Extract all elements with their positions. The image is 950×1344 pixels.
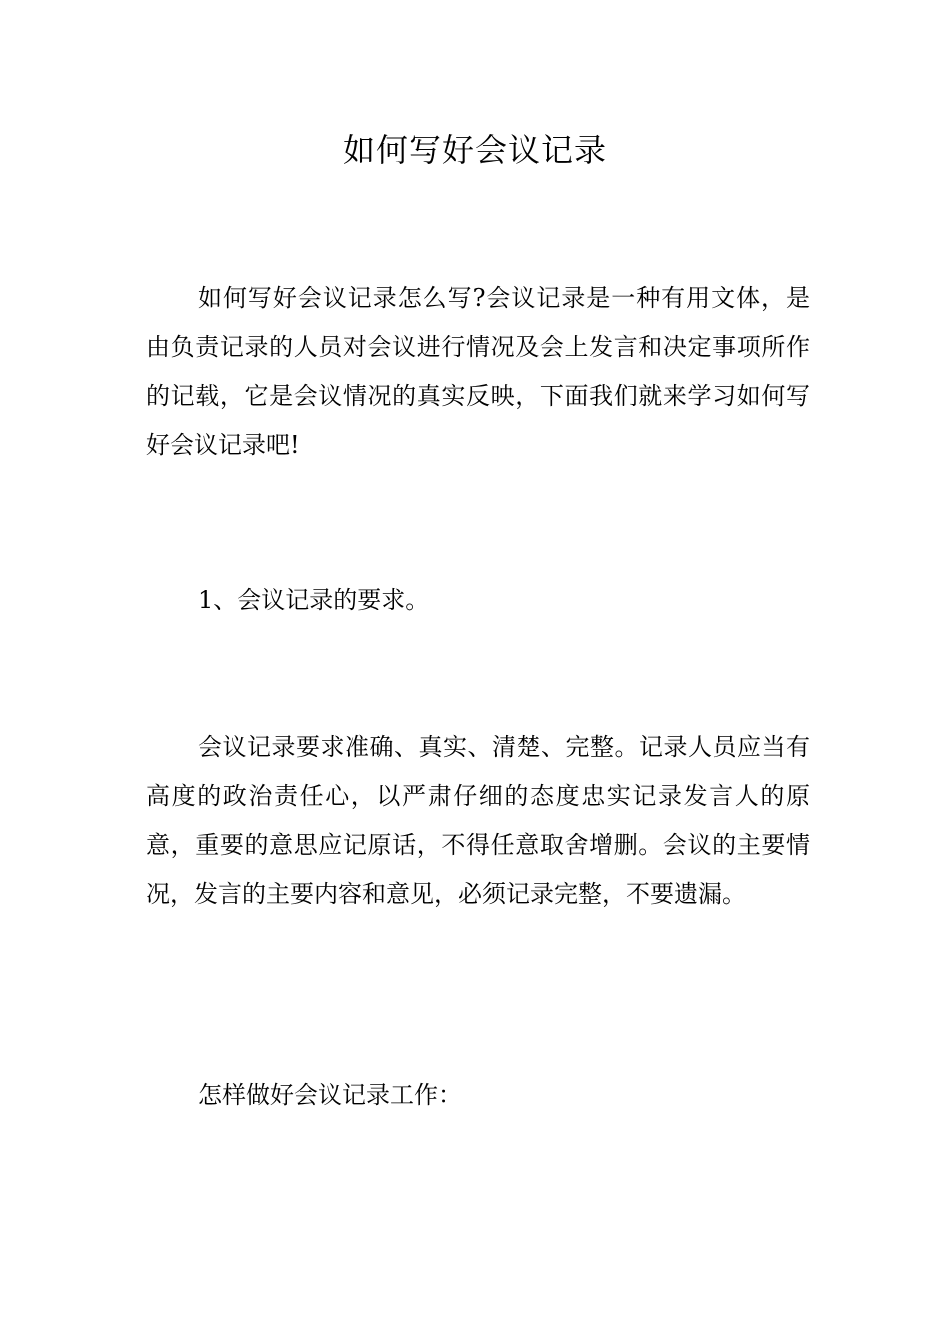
requirements-paragraph: 会议记录要求准确、真实、清楚、完整。记录人员应当有高度的政治责任心，以严肃仔细的态度忠实记录发言人的原意，重要的意思应记原话，不得任意取舍增删。会议的主要情况，发言的主要内容和意见，必须记录完整，不要遗漏。 (146, 733, 810, 908)
document-title: 如何写好会议记录 (342, 131, 607, 169)
intro-paragraph: 如何写好会议记录怎么写?会议记录是一种有用文体，是由负责记录的人员对会议进行情况及会上发言和决定事项所作的记载，它是会议情况的真实反映，下面我们就来学习如何写好会议记录吧! (146, 284, 810, 459)
section-heading-requirements: 1、会议记录的要求。 (198, 586, 430, 614)
how-to-heading-paragraph: 怎样做好会议记录工作： (198, 1081, 462, 1109)
